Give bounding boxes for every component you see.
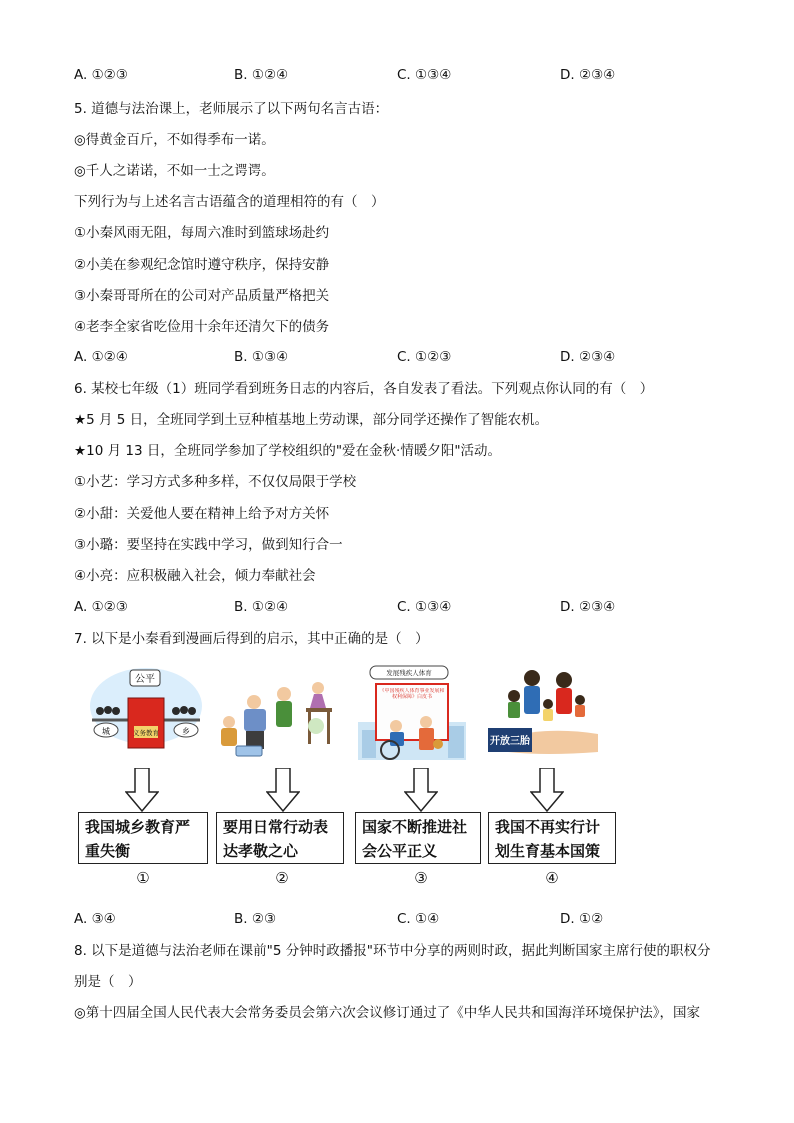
white-paper-title: 《中国残疾人体育事业发展和权利保障》白皮书 <box>379 688 445 700</box>
q6-item-2: ②小甜：关爱他人要在精神上给予对方关怀 <box>74 506 330 522</box>
q7-panel-3-box: 国家不断推进社会公平正义 <box>355 812 481 864</box>
q5-quote-2: ◎千人之诺诺，不如一士之谔谔。 <box>74 163 275 179</box>
q7-panel-4-box: 我国不再实行计划生育基本国策 <box>488 812 616 864</box>
q7-illustration-1 <box>86 664 206 764</box>
q5-option-d[interactable]: D. ②③④ <box>560 349 616 365</box>
three-child-sign: 开放三胎 <box>490 736 530 747</box>
q4-options <box>74 66 734 84</box>
q7-option-a[interactable]: A. ③④ <box>74 911 116 927</box>
q4-option-d[interactable]: D. ②③④ <box>560 67 616 83</box>
q7-panel-2-number: ② <box>275 869 289 887</box>
q5-quote-1: ◎得黄金百斤，不如得季布一诺。 <box>74 132 275 148</box>
q8-stem-line-2: 别是（ ） <box>74 974 142 990</box>
q7-panel-1-box: 我国城乡教育严重失衡 <box>78 812 208 864</box>
q7-option-c[interactable]: C. ①④ <box>397 911 440 927</box>
q8-stem-line-1: 8. 以下是道德与法治老师在课前"5 分钟时政播报"环节中分享的两则时政，据此判断国家主席行使的职权分 <box>74 943 711 959</box>
q5-item-2: ②小美在参观纪念馆时遵守秩序，保持安静 <box>74 257 330 273</box>
q7-option-d[interactable]: D. ①② <box>560 911 604 927</box>
city-label: 城 <box>102 727 110 736</box>
q5-option-c[interactable]: C. ①②③ <box>397 349 452 365</box>
q7-comic-figure <box>74 664 634 894</box>
down-arrow-icon <box>125 768 159 812</box>
q7-illustration-4 <box>486 664 606 764</box>
q4-option-c[interactable]: C. ①③④ <box>397 67 452 83</box>
q7-illustration-2 <box>214 664 334 764</box>
q6-item-1: ①小艺：学习方式多种多样，不仅仅局限于学校 <box>74 474 357 490</box>
q5-item-4: ④老李全家省吃俭用十余年还清欠下的债务 <box>74 319 330 335</box>
q6-stem: 6. 某校七年级（1）班同学看到班务日志的内容后，各自发表了看法。下列观点你认同的有（ ） <box>74 381 654 397</box>
q5-option-a[interactable]: A. ①②④ <box>74 349 128 365</box>
down-arrow-icon <box>530 768 564 812</box>
q5-item-1: ①小秦风雨无阻，每周六准时到篮球场赴约 <box>74 225 330 241</box>
q7-stem: 7. 以下是小秦看到漫画后得到的启示，其中正确的是（ ） <box>74 631 429 647</box>
q5-stem: 5. 道德与法治课上，老师展示了以下两句名言古语： <box>74 101 389 117</box>
fairness-sign-text: 公平 <box>135 674 155 685</box>
speech-bubble-text: 发展残疾人体育 <box>386 669 432 677</box>
q7-panel-3-number: ③ <box>414 869 428 887</box>
book-title-text: 义务教育 <box>133 729 159 737</box>
q6-option-a[interactable]: A. ①②③ <box>74 599 128 615</box>
q5-item-3: ③小秦哥哥所在的公司对产品质量严格把关 <box>74 288 330 304</box>
down-arrow-icon <box>404 768 438 812</box>
q7-options <box>74 910 734 928</box>
down-arrow-icon <box>266 768 300 812</box>
q4-option-b[interactable]: B. ①②④ <box>234 67 289 83</box>
q5-options <box>74 348 734 366</box>
q7-panel-2-box: 要用日常行动表达孝敬之心 <box>216 812 344 864</box>
q5-prompt: 下列行为与上述名言古语蕴含的道理相符的有（ ） <box>74 194 385 210</box>
q6-item-4: ④小亮：应积极融入社会，倾力奉献社会 <box>74 568 316 584</box>
q7-panel-1-number: ① <box>136 869 150 887</box>
q6-options <box>74 598 734 616</box>
q7-option-b[interactable]: B. ②③ <box>234 911 277 927</box>
q7-panel-4-number: ④ <box>545 869 559 887</box>
q6-option-c[interactable]: C. ①③④ <box>397 599 452 615</box>
q5-option-b[interactable]: B. ①③④ <box>234 349 289 365</box>
rural-label: 乡 <box>182 727 190 736</box>
q6-option-b[interactable]: B. ①②④ <box>234 599 289 615</box>
q6-item-3: ③小璐：要坚持在实践中学习，做到知行合一 <box>74 537 343 553</box>
q8-news-1: ◎第十四届全国人民代表大会常务委员会第六次会议修订通过了《中华人民共和国海洋环境保护法》，国家 <box>74 1005 701 1021</box>
q6-note-2: ★10 月 13 日，全班同学参加了学校组织的"爱在金秋·情暖夕阳"活动。 <box>74 443 502 459</box>
q6-note-1: ★5 月 5 日，全班同学到土豆种植基地上劳动课，部分同学还操作了智能农机。 <box>74 412 549 428</box>
q4-option-a[interactable]: A. ①②③ <box>74 67 128 83</box>
q7-illustration-3 <box>352 664 472 764</box>
q6-option-d[interactable]: D. ②③④ <box>560 599 616 615</box>
